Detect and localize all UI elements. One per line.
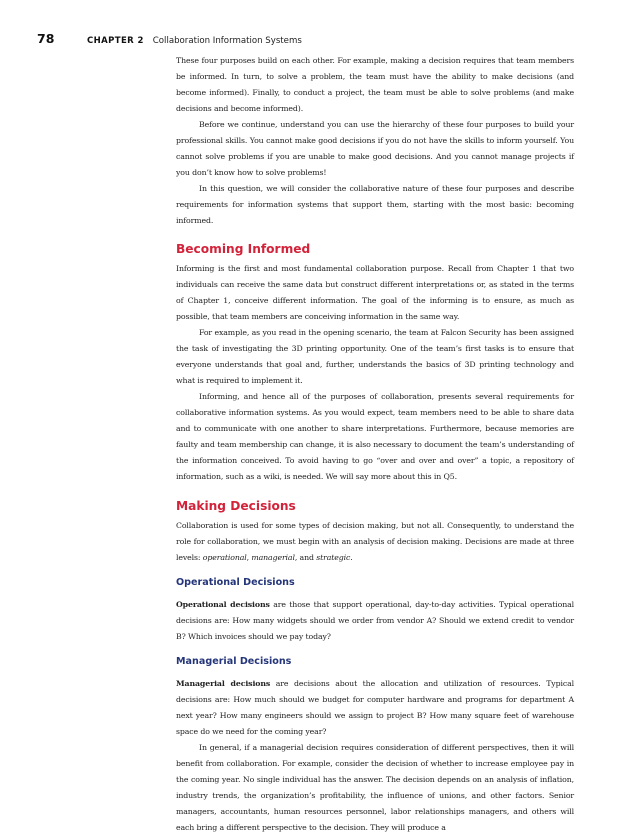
managerial-term: Managerial decisions bbox=[176, 679, 271, 688]
subsection-heading-operational: Operational Decisions bbox=[176, 577, 295, 588]
section-heading-making-decisions: Making Decisions bbox=[176, 499, 296, 513]
level-managerial: managerial bbox=[251, 553, 295, 562]
intro-paragraph-1: These four purposes build on each other. For example, making a decision requires that team members be informed. In turn, to solve a problem, the team must have the ability to make decisions (and become informed). Finally, to conduct a project, the team must be able to solve problems (and make decisions and become informed). bbox=[176, 56, 574, 113]
managerial-text: are decisions about the allocation and utilization of resources. Typical decisions are: How much should we budget for computer hardware and programs for department A next year? How many engineers should we assign to project B? How many square feet of warehouse space do we need for the coming year? bbox=[176, 679, 574, 736]
level-operational: operational bbox=[202, 553, 247, 562]
intro-paragraph-3: In this question, we will consider the collaborative nature of these four purposes and describe requirements for information systems that support them, starting with the most basic: becoming informed. bbox=[176, 184, 574, 225]
subsection-heading-managerial: Managerial Decisions bbox=[176, 656, 292, 667]
operational-term: Operational decisions bbox=[176, 600, 270, 609]
chapter-title: Collaboration Information Systems bbox=[152, 36, 302, 46]
managerial-paragraph-1 bbox=[176, 676, 574, 740]
page-number: 78 bbox=[37, 31, 55, 46]
becoming-informed-paragraph-1: Informing is the first and most fundamental collaboration purpose. Recall from Chapter 1 that two individuals can receive the same data but construct different interpretations or, as stated in the terms of Chapter 1, conceive different information. The goal of the informing is to ensure, as much as possible, that team members are conceiving information in the same way. bbox=[176, 264, 574, 321]
running-header bbox=[37, 31, 302, 46]
intro-paragraph-2: Before we continue, understand you can use the hierarchy of these four purposes to build your professional skills. You cannot make good decisions if you do not have the skills to inform yourself. You cannot solve problems if you are unable to make good decisions. And you cannot manage projects if you don’t know how to solve problems! bbox=[176, 120, 574, 177]
body-text bbox=[176, 53, 574, 836]
becoming-informed-paragraph-2: For example, as you read in the opening scenario, the team at Falcon Security has been assigned the task of investigating the 3D printing opportunity. One of the team’s first tasks is to ensure that everyone understands that goal and, further, understands the basics of 3D printing technology and what is required to implement it. bbox=[176, 328, 574, 385]
sentence-end: . bbox=[350, 553, 353, 562]
operational-paragraph bbox=[176, 597, 574, 645]
managerial-paragraph-2: In general, if a managerial decision requires consideration of different perspectives, then it will benefit from collaboration. For example, consider the decision of whether to increase employee pay in the coming year. No single individual has the answer. The decision depends on an analysis of inflation, industry trends, the organization’s profitability, the influence of unions, and other factors. Senior managers, accountants, human resources personnel, labor relationships managers, and others will each bring a different perspective to the decision. They will produce a bbox=[176, 743, 574, 832]
making-decisions-paragraph bbox=[176, 518, 574, 566]
operational-text: are those that support operational, day-to-day activities. Typical operational decisions are: How many widgets should we order from vendor A? Should we extend credit to vendor B? Which invoices should we pay today? bbox=[176, 600, 574, 641]
separator-2: , and bbox=[294, 553, 317, 562]
chapter-label: CHAPTER 2 bbox=[87, 36, 144, 46]
separator-1: , bbox=[246, 553, 252, 562]
making-decisions-text: Collaboration is used for some types of decision making, but not all. Consequently, to understand the role for collaboration, we must begin with an analysis of decision making. Decisions are made at three levels: bbox=[176, 521, 574, 562]
level-strategic: strategic bbox=[316, 553, 351, 562]
section-heading-becoming-informed: Becoming Informed bbox=[176, 242, 311, 256]
becoming-informed-paragraph-3: Informing, and hence all of the purposes of collaboration, presents several requirements for collaborative information systems. As you would expect, team members need to be able to share data and to communicate with one another to share interpretations. Furthermore, because memories are faulty and team membership can change, it is also necessary to document the team’s understanding of the information conceived. To avoid having to go “over and over and over” a topic, a repository of information, such as a wiki, is needed. We will say more about this in Q5. bbox=[176, 392, 574, 481]
